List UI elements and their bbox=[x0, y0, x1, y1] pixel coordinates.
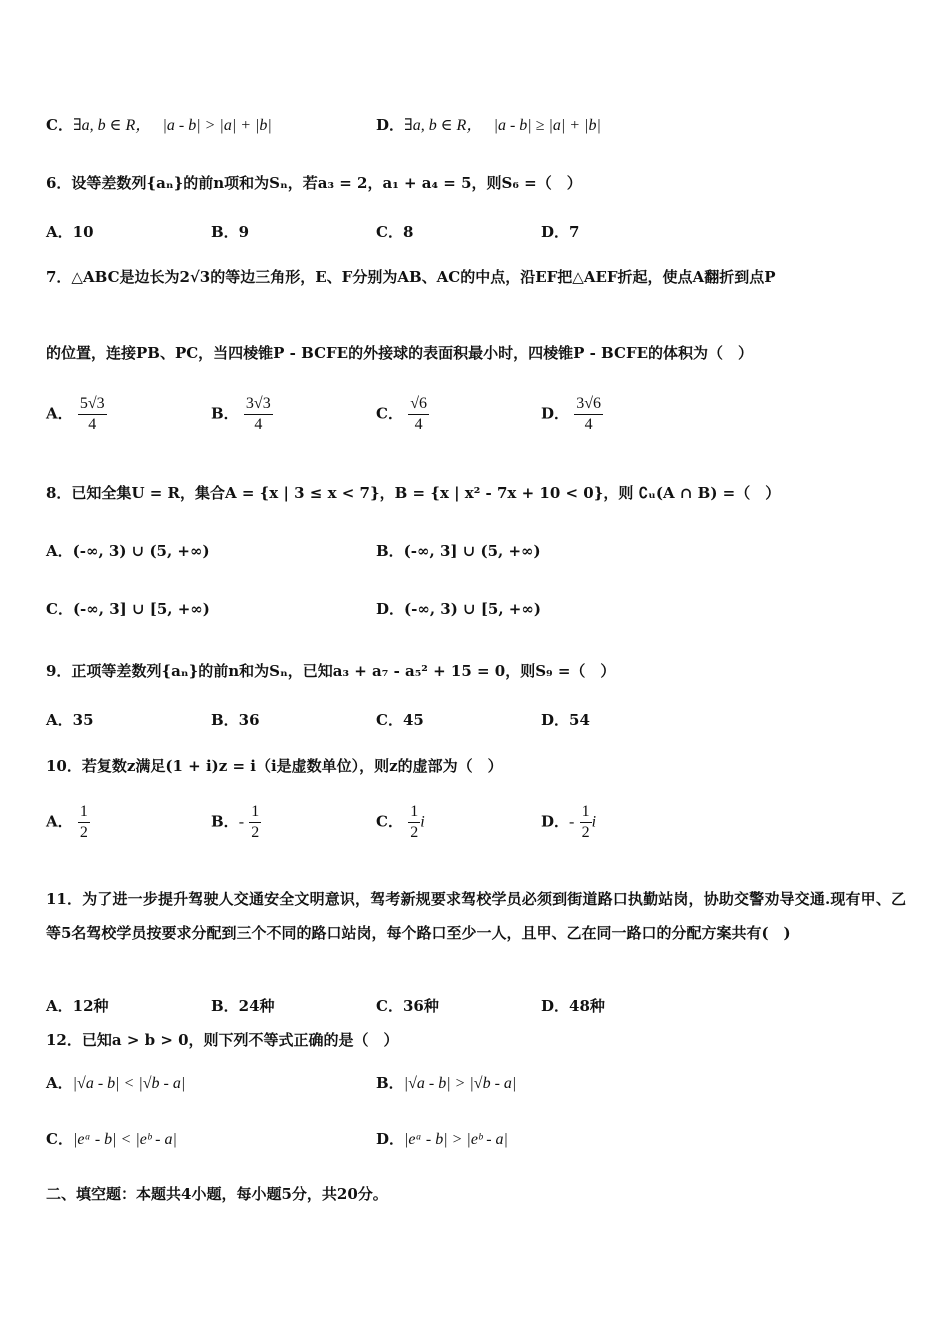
q5-option-d: D．∃a, b ∈ R， |a - b| ≥ |a| + |b| bbox=[376, 116, 601, 134]
q6-option-a: A．10 bbox=[46, 223, 94, 241]
q5-option-c: C．∃a, b ∈ R， |a - b| > |a| + |b| bbox=[46, 116, 272, 134]
q12-option-d: D．|eᵃ - b| > |eᵇ - a| bbox=[376, 1130, 508, 1148]
q11-option-a: A．12种 bbox=[46, 997, 109, 1015]
q12-stem: 12．已知a > b > 0，则下列不等式正确的是（ ） bbox=[46, 1031, 399, 1049]
q7-option-c-num: √6 bbox=[408, 394, 429, 415]
q7-option-d-num: 3√6 bbox=[574, 394, 603, 415]
q10-option-a: A． $\frac{1}{2}$ bbox=[46, 803, 88, 841]
section-heading-fill-in: 二、填空题：本题共4小题，每小题5分，共20分。 bbox=[46, 1185, 388, 1203]
q10-option-d: D．- $\frac{1}{2}$ i bbox=[541, 803, 597, 841]
q12-option-c: C．|eᵃ - b| < |eᵇ - a| bbox=[46, 1130, 177, 1148]
q6-option-d: D．7 bbox=[541, 223, 580, 241]
q7-stem-line2: 的位置，连接PB、PC，当四棱锥P - BCFE的外接球的表面积最小时，四棱锥P - BCFE的体积为（ ） bbox=[46, 344, 754, 362]
q11-option-c: C．36种 bbox=[376, 997, 439, 1015]
q9-option-b: B．36 bbox=[211, 711, 260, 729]
q8-option-a: A．(-∞, 3) ∪ (5, +∞) bbox=[46, 542, 210, 560]
q9-option-c: C．45 bbox=[376, 711, 424, 729]
q7-option-d-den: 4 bbox=[584, 416, 593, 433]
q8-option-b: B．(-∞, 3] ∪ (5, +∞) bbox=[376, 542, 541, 560]
q6-option-c: C．8 bbox=[376, 223, 414, 241]
q8-option-c: C．(-∞, 3] ∪ [5, +∞) bbox=[46, 600, 210, 618]
q6-stem: 6．设等差数列{aₙ}的前n项和为Sₙ，若a₃ = 2，a₁ + a₄ = 5，则S₆ =（ ） bbox=[46, 174, 582, 192]
q9-option-a: A．35 bbox=[46, 711, 94, 729]
q12-option-b: B．|√a - b| > |√b - a| bbox=[376, 1074, 517, 1092]
q11-option-d: D．48种 bbox=[541, 997, 605, 1015]
q7-option-b: B． $\frac{3√3}{4}$ bbox=[211, 395, 271, 433]
q6-option-b: B．9 bbox=[211, 223, 250, 241]
q10-option-c: C． $\frac{1}{2}$ i bbox=[376, 803, 425, 841]
q7-option-b-num: 3√3 bbox=[244, 394, 273, 415]
q7-option-a: A． $\frac{5√3}{4}$ bbox=[46, 395, 105, 433]
q7-stem-line1: 7．△ABC是边长为2√3的等边三角形，E、F分别为AB、AC的中点，沿EF把△AEF折起，使点A翻折到点P bbox=[46, 268, 776, 286]
q9-option-d: D．54 bbox=[541, 711, 590, 729]
q12-option-a: A．|√a - b| < |√b - a| bbox=[46, 1074, 186, 1092]
q10-option-b: B．- $\frac{1}{2}$ bbox=[211, 803, 260, 841]
q7-option-c: C． $\frac{√6}{4}$ bbox=[376, 395, 427, 433]
q11-stem: 11．为了进一步提升驾驶人交通安全文明意识，驾考新规要求驾校学员必须到街道路口执勤站岗，协助交警劝导交通.现有甲、乙等5名驾校学员按要求分配到三个不同的路口站岗，每个路口至少一人，且甲、乙在同一路口的分配方案共有( ) bbox=[46, 890, 906, 942]
q8-stem: 8．已知全集U = R，集合A = {x | 3 ≤ x < 7}，B = {x | x² - 7x + 10 < 0}，则 ∁ᵤ(A ∩ B) =（ ） bbox=[46, 484, 781, 502]
q8-option-d: D．(-∞, 3) ∪ [5, +∞) bbox=[376, 600, 541, 618]
q7-option-a-den: 4 bbox=[88, 416, 97, 433]
q7-option-b-den: 4 bbox=[254, 416, 263, 433]
q9-stem: 9．正项等差数列{aₙ}的前n和为Sₙ，已知a₃ + a₇ - a₅² + 15 = 0，则S₉ =（ ） bbox=[46, 662, 616, 680]
q11-option-b: B．24种 bbox=[211, 997, 275, 1015]
q7-option-a-num: 5√3 bbox=[78, 394, 107, 415]
q7-option-d: D． $\frac{3√6}{4}$ bbox=[541, 395, 602, 433]
q7-option-c-den: 4 bbox=[414, 416, 423, 433]
q10-stem: 10．若复数z满足(1 + i)z = i（i是虚数单位），则z的虚部为（ ） bbox=[46, 757, 503, 775]
